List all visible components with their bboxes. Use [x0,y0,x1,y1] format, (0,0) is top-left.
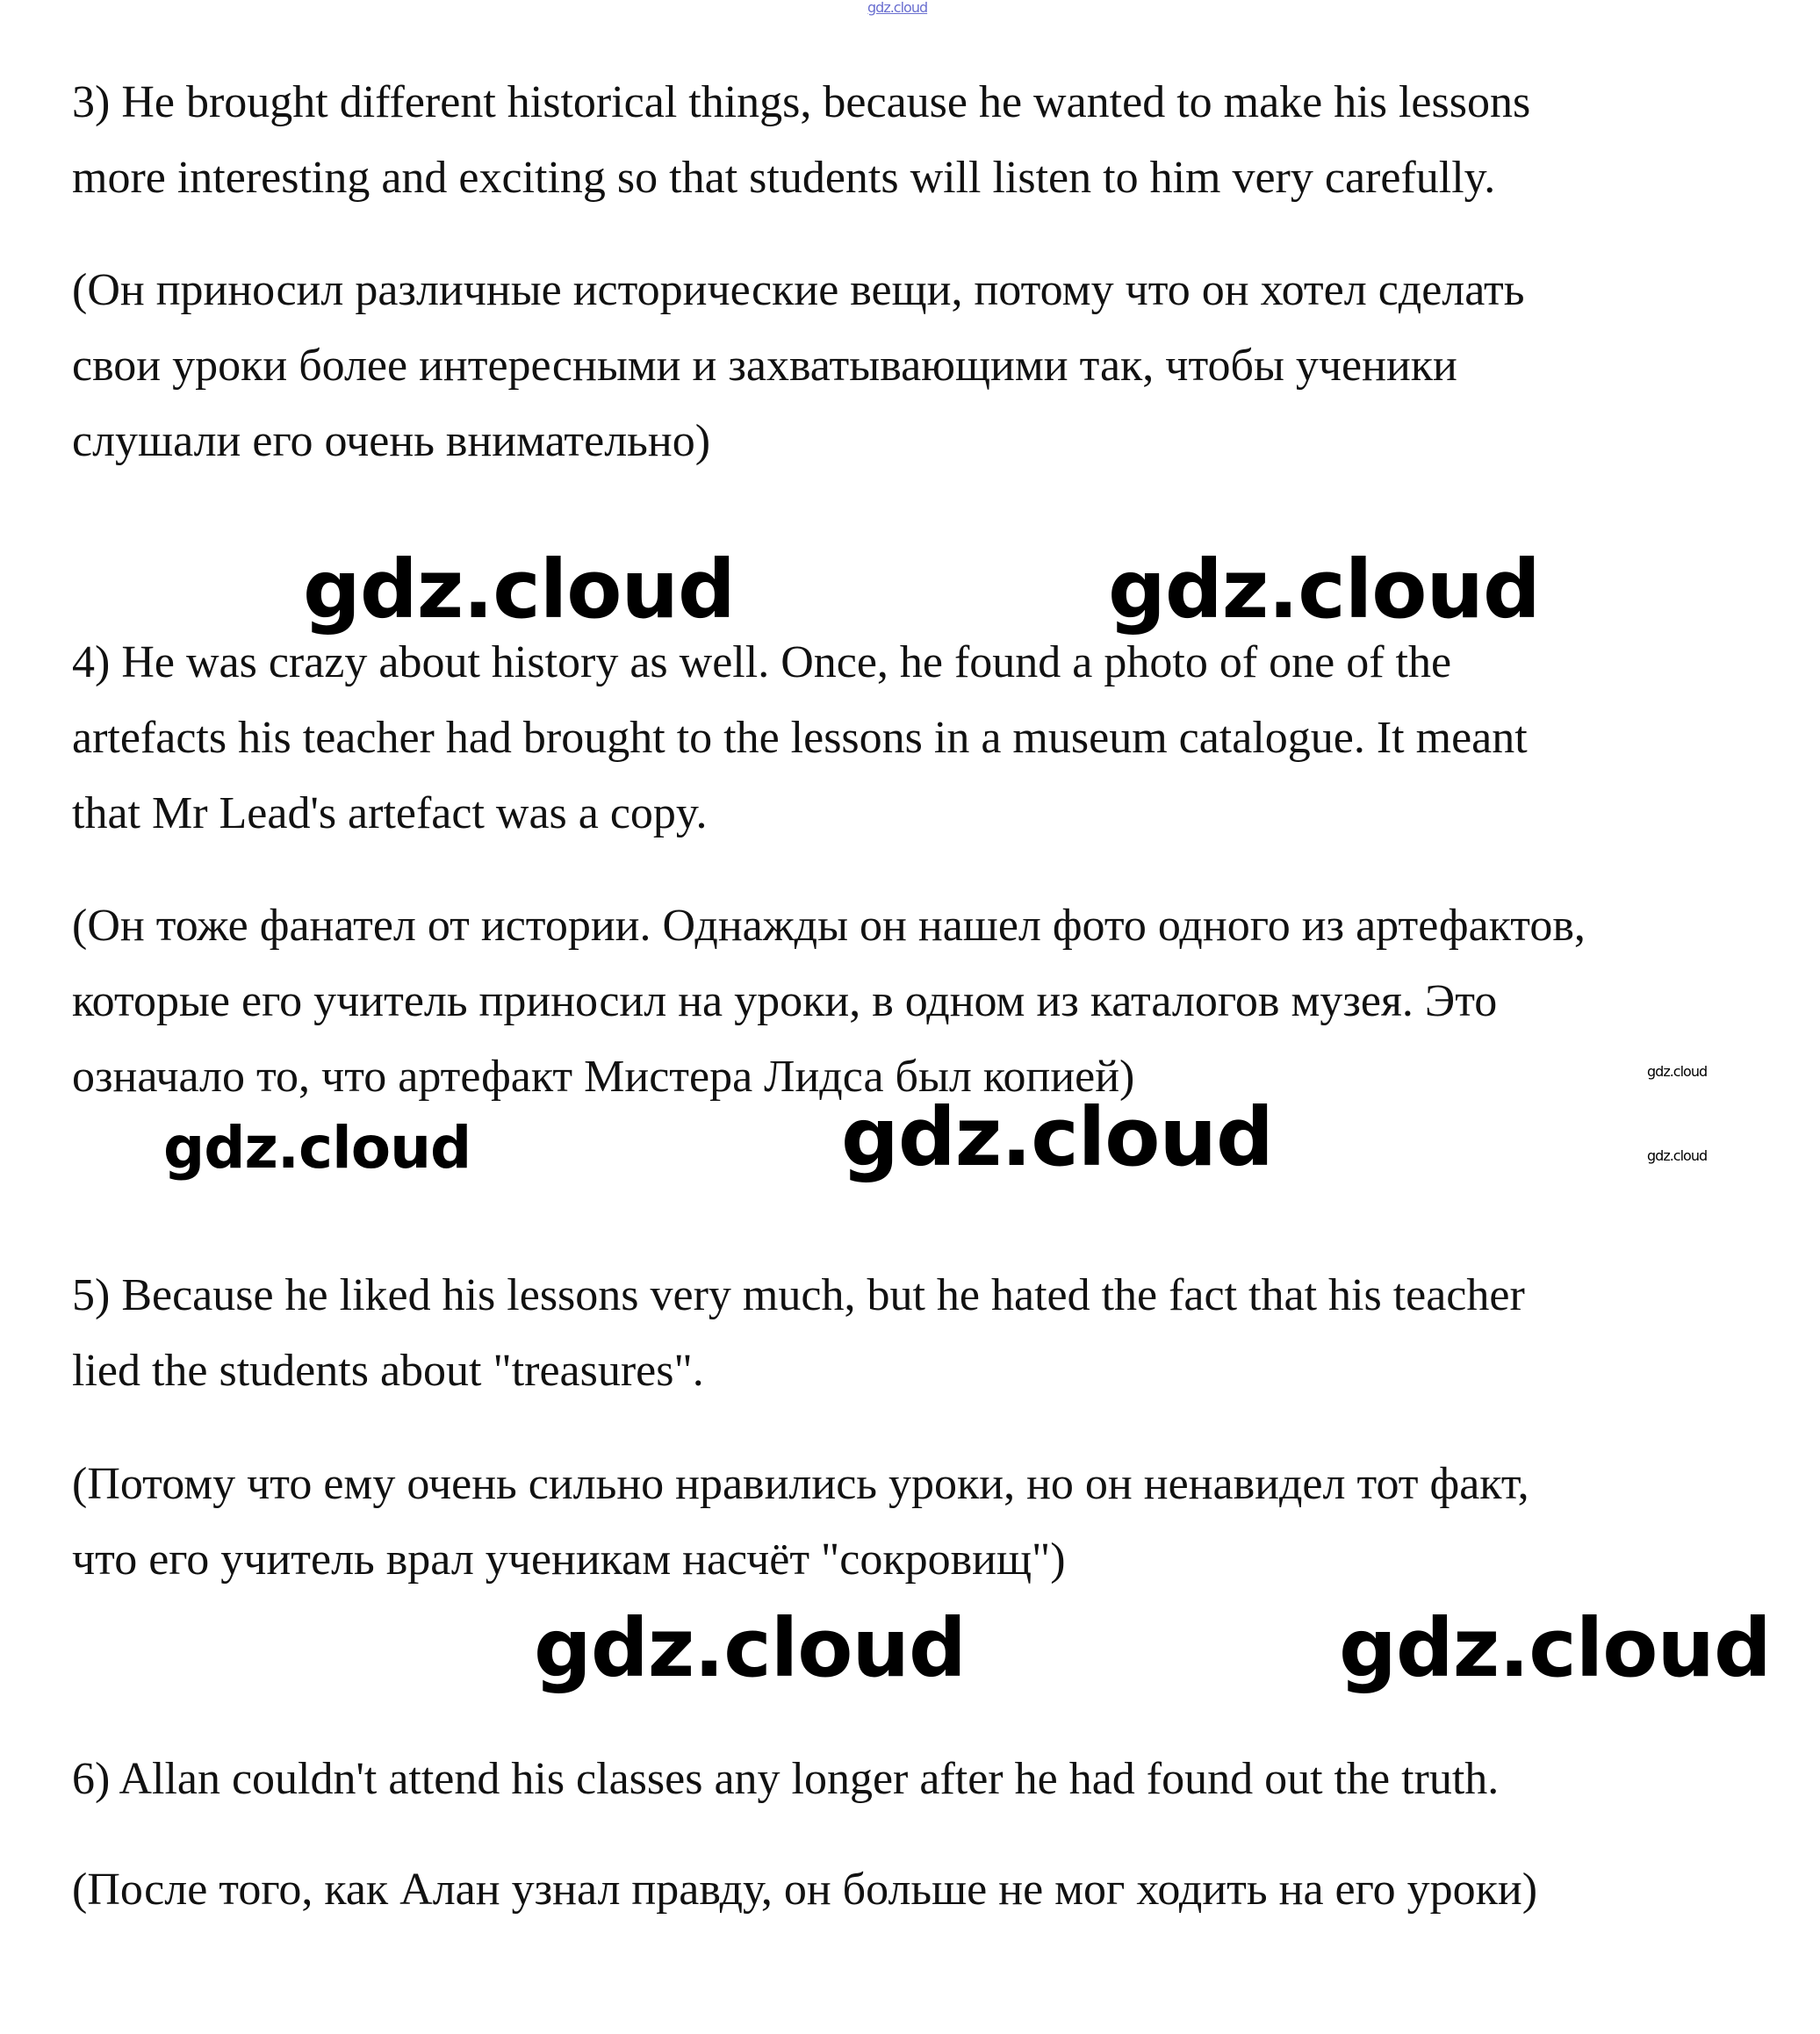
answer-3-english: 3) He brought different historical things, because he wanted to make his lessons more interesting and exciting so that students will listen to him very carefully. [72,77,1531,203]
answer-4-english: 4) He was crazy about history as well. Once, he found a photo of one of the artefacts his teacher had brought to the lessons in a museum catalogue. It meant that Mr Lead's artefact was a copy. [72,637,1528,838]
watermark-2: gdz.cloud [1108,543,1540,636]
answer-4-russian: (Он тоже фанател от истории. Однажды он нашел фото одного из артефактов, которые его учитель приносил на уроки, в одном из каталогов музея. Это означало то, что артефакт Мистера Лидса был копией) [72,901,1586,1102]
watermark-5: gdz.cloud [534,1601,966,1695]
answer-5-english: 5) Because he liked his lessons very much, but he hated the fact that his teacher lied the students about "treasures". [72,1270,1525,1396]
watermark-4: gdz.cloud [841,1090,1273,1184]
watermark-small-2: gdz.cloud [1647,1147,1708,1164]
answer-6-russian: (После того, как Алан узнал правду, он больше не мог ходить на его уроки) [72,1865,1538,1915]
watermark-3: gdz.cloud [163,1114,471,1182]
answer-5-russian: (Потому что ему очень сильно нравились уроки, но он ненавидел тот факт, что его учитель врал ученикам насчёт "сокровищ") [72,1459,1529,1585]
watermark-1: gdz.cloud [303,543,735,636]
watermark-small-1: gdz.cloud [1647,1063,1708,1080]
answer-6-english: 6) Allan couldn't attend his classes any longer after he had found out the truth. [72,1754,1500,1804]
watermark-6: gdz.cloud [1339,1601,1771,1695]
watermark-top: gdz.cloud [867,0,928,16]
answer-3-russian: (Он приносил различные исторические вещи, потому что он хотел сделать свои уроки более интересными и захватывающими так, чтобы ученики слушали его очень внимательно) [72,265,1525,466]
